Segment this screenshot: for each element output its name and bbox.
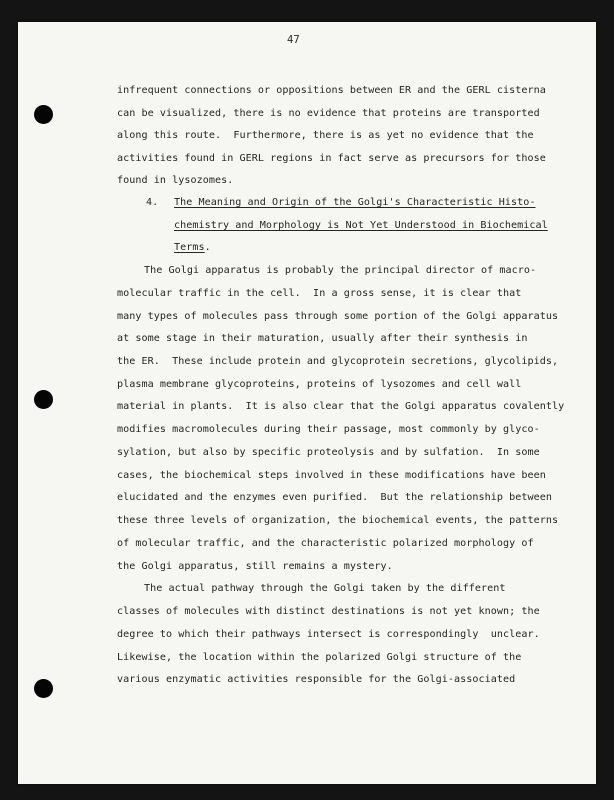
text-line: cases, the biochemical steps involved in these modifications have been (117, 470, 546, 481)
text-line: The Golgi apparatus is probably the principal director of macro- (144, 265, 537, 276)
text-line: the Golgi apparatus, still remains a mystery. (117, 561, 393, 572)
section-heading-line (174, 197, 536, 208)
binder-hole-bottom (34, 679, 53, 698)
binder-hole-middle (34, 390, 53, 409)
text-line: material in plants. It is also clear that the Golgi apparatus covalently (117, 401, 565, 412)
text-line: molecular traffic in the cell. In a gross sense, it is clear that (117, 288, 522, 299)
text-line: various enzymatic activities responsible for the Golgi-associated (117, 674, 516, 685)
section-heading-line (174, 242, 211, 253)
text-line: along this route. Furthermore, there is as yet no evidence that the (117, 130, 534, 141)
text-line: the ER. These include protein and glycoprotein secretions, glycolipids, (117, 356, 559, 367)
text-line: many types of molecules pass through some portion of the Golgi apparatus (117, 311, 559, 322)
text-line: Likewise, the location within the polarized Golgi structure of the (117, 652, 522, 663)
section-heading-text: The Meaning and Origin of the Golgi's Characteristic Histo- (174, 197, 536, 208)
section-heading-text: Terms (174, 242, 205, 253)
text-line: classes of molecules with distinct destinations is not yet known; the (117, 606, 540, 617)
section-heading-text: chemistry and Morphology is Not Yet Understood in Biochemical (174, 220, 548, 231)
text-line: The actual pathway through the Golgi taken by the different (144, 583, 506, 594)
text-line: plasma membrane glycoproteins, proteins of lysozomes and cell wall (117, 379, 522, 390)
text-line: activities found in GERL regions in fact serve as precursors for those (117, 153, 546, 164)
text-line: these three levels of organization, the biochemical events, the patterns (117, 515, 559, 526)
text-line: sylation, but also by specific proteolysis and by sulfation. In some (117, 447, 540, 458)
text-line: modifies macromolecules during their passage, most commonly by glyco- (117, 424, 540, 435)
text-line: found in lysozomes. (117, 175, 234, 186)
text-line: at some stage in their maturation, usually after their synthesis in (117, 333, 528, 344)
section-heading-line (174, 220, 548, 231)
text-line: infrequent connections or oppositions between ER and the GERL cisternа (117, 85, 546, 96)
text-line: of molecular traffic, and the characteristic polarized morphology of (117, 538, 534, 549)
section-number: 4. (146, 197, 159, 208)
text-line: degree to which their pathways intersect is correspondingly unclear. (117, 629, 540, 640)
page-number: 47 (287, 34, 300, 46)
text-line: can be visualized, there is no evidence that proteins are transported (117, 108, 540, 119)
section-heading-period: . (204, 242, 211, 253)
binder-hole-top (34, 105, 53, 124)
text-line: elucidated and the enzymes even purified. But the relationship between (117, 492, 553, 503)
